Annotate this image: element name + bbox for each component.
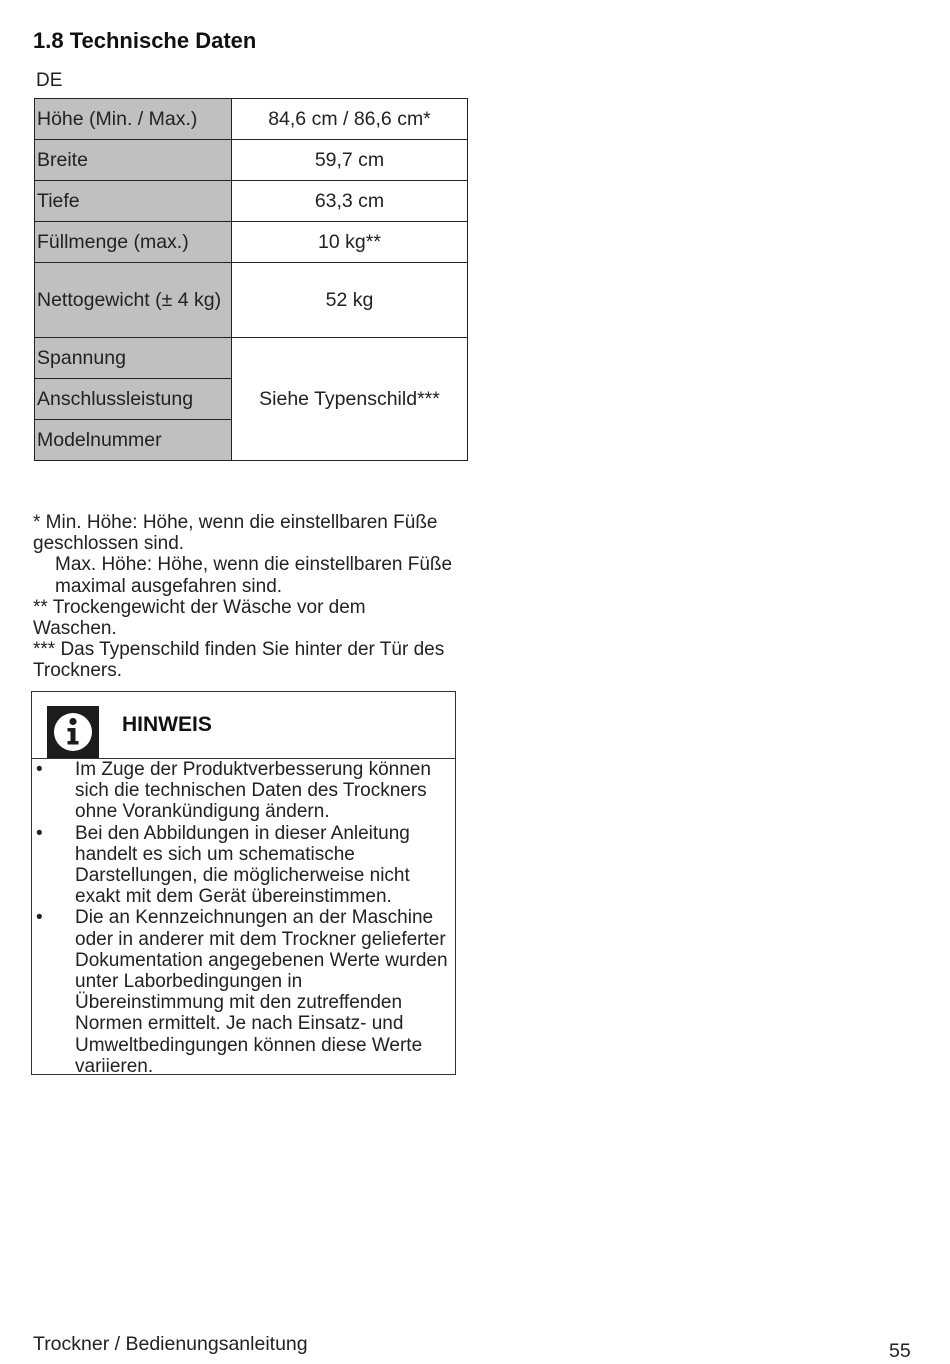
width-value: 59,7 cm <box>232 140 468 181</box>
section-heading: 1.8 Technische Daten <box>33 28 257 53</box>
footnote-min-height: * Min. Höhe: Höhe, wenn die einstellbaren Füße geschlossen sind. <box>33 512 438 555</box>
info-icon <box>47 706 99 758</box>
footnotes <box>33 512 453 682</box>
footnote-max-height: Max. Höhe: Höhe, wenn die einstellbaren Füße maximal ausgefahren sind. <box>55 554 453 597</box>
depth-value: 63,3 cm <box>232 181 468 222</box>
model-label: Modelnummer <box>35 420 232 461</box>
notice-title: HINWEIS <box>122 713 212 736</box>
list-item <box>32 759 457 823</box>
notice-item-text: Im Zuge der Produktverbesserung können sich die technischen Daten des Trockners ohne Vorankündigung ändern. <box>75 759 431 823</box>
notice-header <box>32 692 455 759</box>
table-row <box>35 263 468 338</box>
weight-label: Nettogewicht (± 4 kg) <box>35 263 232 338</box>
notice-item-text: Bei den Abbildungen in dieser Anleitung handelt es sich um schematische Darstellungen, die möglicherweise nicht exakt mit dem Gerät übereinstimmen. <box>75 822 410 908</box>
height-label: Höhe (Min. / Max.) <box>35 99 232 140</box>
weight-value: 52 kg <box>232 263 468 338</box>
notice-item-text: Die an Kennzeichnungen an der Maschine oder in anderer mit dem Trockner gelieferter Dokumentation angegebenen Werte wurden unter Laborbedingungen in Übereinstimmung mit den zutreffenden Normen ermittelt. Je nach Einsatz- und Umweltbedingungen können diese Werte variieren. <box>75 907 448 1077</box>
notice-list <box>32 759 457 1077</box>
bullet: • <box>36 907 43 929</box>
table-row <box>35 222 468 263</box>
list-item <box>32 823 457 908</box>
capacity-value: 10 kg** <box>232 222 468 263</box>
height-value: 84,6 cm / 86,6 cm* <box>232 99 468 140</box>
power-label: Anschlussleistung <box>35 379 232 420</box>
capacity-label: Füllmenge (max.) <box>35 222 232 263</box>
language-tag: DE <box>36 70 63 91</box>
width-label: Breite <box>35 140 232 181</box>
notice-box <box>31 691 456 1075</box>
table-row <box>35 140 468 181</box>
table-row <box>35 181 468 222</box>
footer-document-title: Trockner / Bedienungsanleitung <box>33 1333 308 1355</box>
list-item <box>32 907 457 1077</box>
footnote-type-plate: *** Das Typenschild finden Sie hinter der Tür des Trockners. <box>33 639 445 682</box>
bullet: • <box>36 822 43 844</box>
table-row <box>35 338 468 379</box>
page-number: 55 <box>889 1340 911 1362</box>
depth-label: Tiefe <box>35 181 232 222</box>
voltage-label: Spannung <box>35 338 232 379</box>
footnote-dry-weight: ** Trockengewicht der Wäsche vor dem Waschen. <box>33 596 366 640</box>
table-row <box>35 99 468 140</box>
technical-data-table <box>34 98 468 461</box>
type-plate-value: Siehe Typenschild*** <box>232 338 468 461</box>
bullet: • <box>36 759 43 780</box>
